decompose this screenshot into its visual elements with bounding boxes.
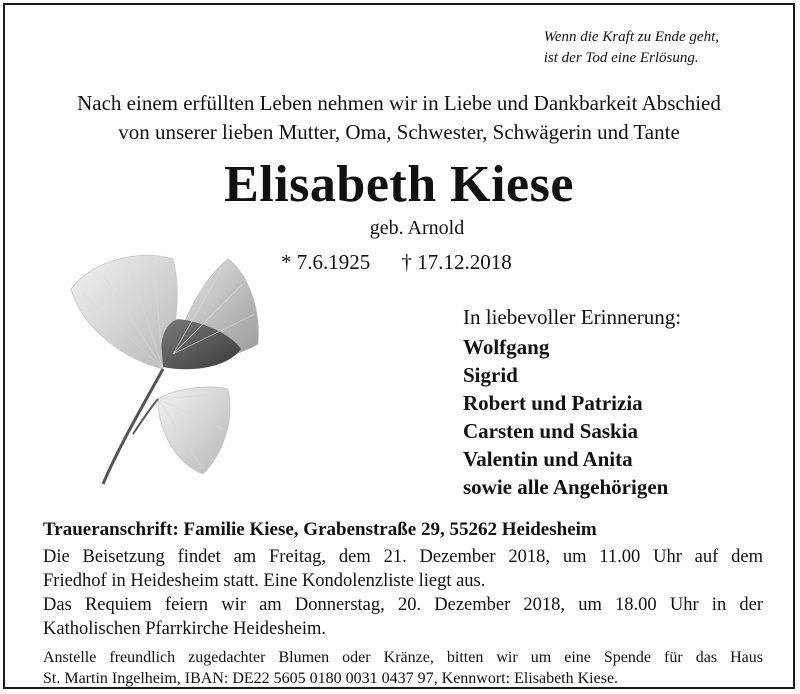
intro-text [5, 89, 793, 147]
mourner-name: Sigrid [463, 363, 518, 387]
death-date: † 17.12.2018 [401, 250, 512, 274]
motto-line-1: Wenn die Kraft zu Ende geht, [543, 29, 719, 45]
maiden-name: geb. Arnold [369, 217, 465, 239]
mourning-address: Traueranschrift: Familie Kiese, Grabenstraße 29, 55262 Heidesheim [43, 519, 597, 540]
ginkgo-leaf-icon [63, 249, 269, 489]
intro-line-2: von unserer lieben Mutter, Oma, Schwester, Schwägerin und Tante [118, 120, 680, 144]
funeral-line-4: Katholischen Pfarrkirche Heidesheim. [43, 619, 327, 639]
mourner-name: Carsten und Saskia [463, 419, 639, 443]
intro-line-1: Nach einem erfüllten Leben nehmen wir in Liebe und Dankbarkeit Abschied [77, 91, 721, 115]
life-dates [281, 248, 512, 276]
mourners-heading: In liebevoller Erinnerung: [463, 305, 682, 329]
donation-line-2: St. Martin Ingelheim, IBAN: DE22 5605 0180 0031 0437 97, Kennwort: Elisabeth Kiese. [43, 670, 619, 687]
mourner-name: sowie alle Angehörigen [463, 475, 669, 499]
mourner-name: Robert und Patrizia [463, 391, 643, 415]
mourner-name: Valentin und Anita [463, 447, 633, 471]
funeral-line-1: Die Beisetzung findet am Freitag, dem 21. Dezember 2018, um 11.00 Uhr auf dem [43, 547, 763, 567]
donation-line-1: Anstelle freundlich zugedachter Blumen oder Kränze, bitten wir um eine Spende für das Haus [43, 649, 763, 666]
donation-note [43, 647, 763, 689]
funeral-details [43, 545, 763, 641]
funeral-line-2: Friedhof in Heidesheim statt. Eine Kondolenzliste liegt aus. [43, 571, 486, 591]
mourners-block [463, 303, 681, 501]
motto-line-2: ist der Tod eine Erlösung. [543, 50, 699, 66]
mourner-name: Wolfgang [463, 335, 550, 359]
funeral-line-3: Das Requiem feiern wir am Donnerstag, 20. Dezember 2018, um 18.00 Uhr in der [43, 595, 763, 615]
notice-frame [3, 3, 795, 689]
deceased-name: Elisabeth Kiese [224, 156, 574, 213]
motto [544, 27, 719, 69]
birth-date: * 7.6.1925 [281, 250, 371, 274]
